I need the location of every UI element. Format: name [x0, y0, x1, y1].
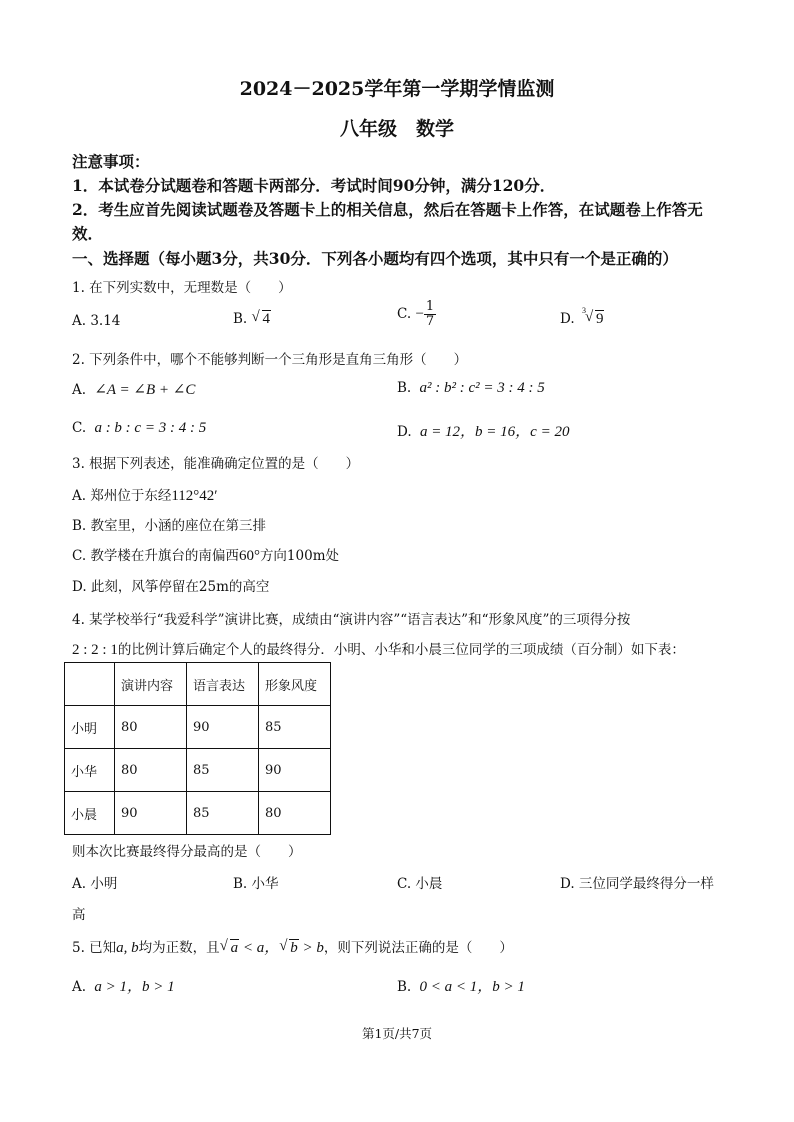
q2-a-expression: ∠A = ∠B + ∠C — [94, 382, 196, 398]
sqrt-symbol: √ 4 — [251, 309, 271, 327]
score-table — [64, 662, 331, 835]
table-cell: 80 — [115, 706, 187, 749]
q4-option-a: A. 小明 — [72, 876, 118, 892]
q1-b-radicand: 4 — [262, 311, 271, 327]
q2-stem: 2. 下列条件中，哪个不能够判断一个三角形是直角三角形（ ） — [72, 352, 468, 368]
q4-stem-line-2-text: 的比例计算后确定个人的最终得分．小明、小华和小晨三位同学的三项成绩（百分制）如下表： — [117, 642, 685, 658]
q3-option-d: D. 此刻，风筝停留在25m的高空 — [72, 579, 270, 595]
fraction — [424, 300, 436, 329]
q4-question: 则本次比赛最终得分最高的是（ ） — [72, 844, 302, 860]
table-cell: 80 — [115, 749, 187, 792]
q2-option-b — [397, 380, 545, 397]
q1-option-d — [560, 306, 604, 328]
q4-option-b: B. 小华 — [233, 876, 279, 892]
q5-a-expression: a > 1，b > 1 — [94, 979, 175, 995]
q1-option-b — [233, 311, 271, 328]
sqrt-symbol: √ b — [279, 938, 298, 956]
notice-item-1: 1．本试卷分试题卷和答题卡两部分．考试时间90分钟，满分120分． — [72, 176, 556, 195]
q1-stem: 1. 在下列实数中，无理数是（ ） — [72, 280, 292, 296]
table-row — [65, 706, 331, 749]
table-header-cell: 语言表达 — [187, 663, 259, 706]
q3-a-value: 112°42′ — [171, 488, 218, 504]
table-row — [65, 749, 331, 792]
table-row — [65, 792, 331, 835]
table-cell: 85 — [187, 749, 259, 792]
cube-root-symbol: 3 √ 9 — [581, 306, 604, 327]
q5-b-expression: 0 < a < 1，b > 1 — [419, 979, 525, 995]
table-cell: 小明 — [65, 706, 115, 749]
q1-d-radicand: 9 — [595, 311, 604, 327]
q5-cond2-rest: > b — [298, 940, 324, 956]
q5-cond2-radicand: b — [290, 940, 298, 956]
q2-b-expression: a² : b² : c² = 3 : 4 : 5 — [419, 380, 545, 396]
table-header-cell — [65, 663, 115, 706]
table-header-cell: 演讲内容 — [115, 663, 187, 706]
q1-option-c-label: C. — [397, 306, 412, 322]
q1-option-a: A. 3.14 — [72, 313, 121, 329]
table-cell: 90 — [115, 792, 187, 835]
q3-option-c-pre: C. 教学楼在升旗台的南偏西 — [72, 548, 239, 564]
table-cell: 85 — [259, 706, 331, 749]
notice-item-2: 2．考生应首先阅读试题卷及答题卡上的相关信息，然后在答题卡上作答，在试题卷上作答无 — [72, 200, 703, 219]
table-cell: 90 — [187, 706, 259, 749]
q2-option-c — [72, 420, 206, 437]
exam-subtitle: 八年级 数学 — [339, 118, 454, 140]
q3-option-a — [72, 484, 218, 505]
table-cell: 85 — [187, 792, 259, 835]
q5-cond1-radicand: a — [230, 940, 239, 956]
table-cell: 小晨 — [65, 792, 115, 835]
q4-ratio: 2 : 2 : 1 — [72, 642, 118, 658]
q5-option-a — [72, 975, 175, 996]
q1-c-numerator: 1 — [425, 299, 435, 314]
table-cell: 小华 — [65, 749, 115, 792]
notice-item-2-cont: 效． — [72, 224, 104, 243]
q5-stem-post: ，则下列说法正确的是（ ） — [323, 940, 513, 956]
q2-option-a-label: A. — [72, 382, 87, 398]
notice-heading: 注意事项： — [72, 152, 150, 171]
table-header-cell: 形象风度 — [259, 663, 331, 706]
q2-option-c-label: C. — [72, 420, 87, 436]
q2-d-expression: a = 12，b = 16，c = 20 — [419, 424, 570, 440]
page-number: 第1页/共7页 — [361, 1026, 433, 1041]
section-1-heading: 一、选择题（每小题3分，共30分．下列各小题均有四个选项，其中只有一个是正确的） — [72, 249, 678, 268]
q5-stem-pre: 5. 已知 — [72, 940, 117, 956]
sqrt-symbol: √ a — [219, 938, 239, 956]
q1-option-d-label: D. — [560, 311, 575, 327]
q5-stem-vars: a, b — [116, 940, 139, 956]
table-cell: 90 — [259, 749, 331, 792]
q5-option-b-label: B. — [397, 979, 412, 995]
q2-option-b-label: B. — [397, 380, 412, 396]
q2-c-expression: a : b : c = 3 : 4 : 5 — [94, 420, 207, 436]
table-cell: 80 — [259, 792, 331, 835]
q3-option-c — [72, 544, 339, 565]
q4-option-d: D. 三位同学最终得分一样 — [560, 876, 714, 892]
q3-option-b: B. 教室里，小涵的座位在第三排 — [72, 518, 267, 534]
exam-title: 2024－2025学年第一学期学情监测 — [239, 78, 555, 100]
q5-option-b — [397, 975, 525, 996]
q4-option-d-cont: 高 — [72, 907, 86, 923]
q1-d-index: 3 — [581, 306, 586, 315]
table-header-row — [65, 663, 331, 706]
q1-option-b-label: B. — [233, 311, 248, 327]
q1-c-denominator: 7 — [425, 314, 435, 329]
q3-c-value: 60° — [238, 548, 260, 564]
q4-stem-line-2 — [72, 638, 685, 659]
q2-option-a — [72, 380, 195, 399]
q1-option-c — [397, 300, 436, 329]
q4-stem-line-1: 4. 某学校举行“我爱科学”演讲比赛，成绩由“演讲内容”“语言表达”和“形象风度”的三项得分按 — [72, 612, 631, 628]
q3-stem: 3. 根据下列表述，能准确确定位置的是（ ） — [72, 456, 360, 472]
q5-cond1-rest: < a， — [239, 940, 280, 956]
q4-option-c: C. 小晨 — [397, 876, 443, 892]
q3-option-c-post: 方向100m处 — [259, 548, 340, 564]
q5-stem — [72, 936, 513, 957]
q1-c-sign: − — [415, 306, 424, 322]
q3-option-a-text: A. 郑州位于东经 — [72, 488, 172, 504]
q2-option-d — [397, 420, 569, 441]
q5-option-a-label: A. — [72, 979, 87, 995]
q2-option-d-label: D. — [397, 424, 412, 440]
q5-stem-mid: 均为正数，且 — [138, 940, 220, 956]
